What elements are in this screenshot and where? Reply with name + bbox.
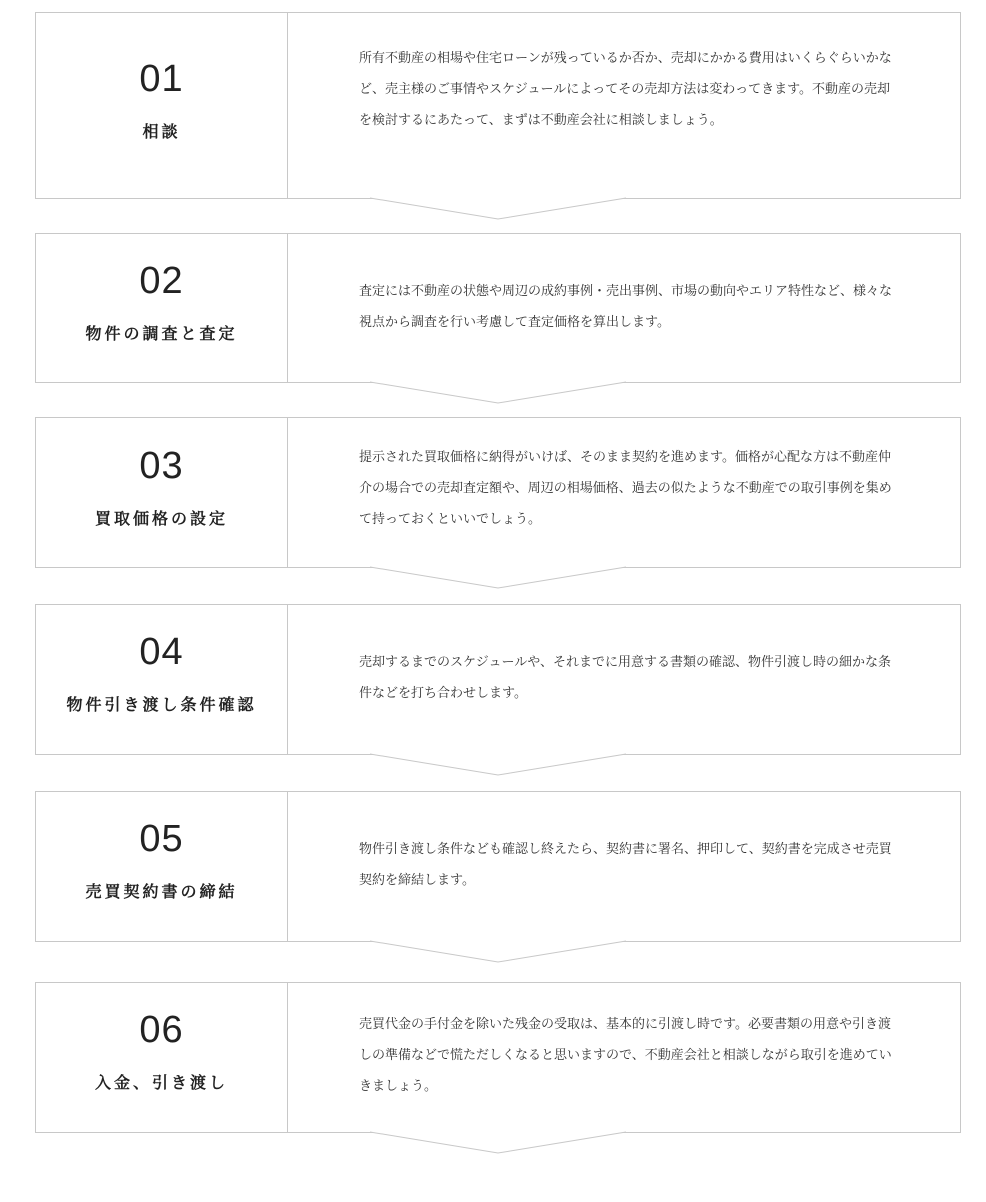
step-number: 05 (139, 818, 184, 860)
step-box (35, 604, 961, 755)
step-number: 01 (139, 58, 184, 100)
step-title: 相談 (142, 122, 181, 141)
step-number: 04 (139, 631, 184, 673)
step-header (36, 234, 288, 382)
step-description: 査定には不動産の状態や周辺の成約事例・売出事例、市場の動向やエリア特性など、様々な視点から調査を行い考慮して査定価格を算出します。 (359, 284, 893, 330)
step-box (35, 12, 961, 199)
step-description: 所有不動産の相場や住宅ローンが残っているか否か、売却にかかる費用はいくらぐらいかなど、売主様のご事情やスケジュールによってその売却方法は変わってきます。不動産の売却を検討するにあたって、まずは不動産会社に相談しましょう。 (359, 51, 892, 128)
step-box (35, 233, 961, 383)
step-header (36, 983, 288, 1132)
step-box (35, 791, 961, 942)
down-arrow-icon (35, 941, 961, 965)
step-header (36, 792, 288, 941)
step-number: 02 (139, 260, 184, 302)
step-box (35, 417, 961, 568)
down-arrow-icon (35, 567, 961, 591)
step-title: 買取価格の設定 (94, 509, 228, 528)
step-number: 03 (139, 445, 184, 487)
step-box (35, 982, 961, 1133)
step-title: 売買契約書の締結 (85, 882, 238, 901)
down-arrow-icon (35, 1132, 961, 1156)
step-title: 物件引き渡し条件確認 (66, 695, 257, 714)
step-title: 入金、引き渡し (94, 1073, 228, 1092)
step-header (36, 13, 288, 198)
step-description: 売買代金の手付金を除いた残金の受取は、基本的に引渡し時です。必要書類の用意や引き渡しの準備などで慌ただしくなると思いますので、不動産会社と相談しながら取引を進めていきましょう。 (359, 1017, 892, 1094)
step-description: 物件引き渡し条件なども確認し終えたら、契約書に署名、押印して、契約書を完成させ売買契約を締結します。 (359, 842, 892, 888)
down-arrow-icon (35, 198, 961, 222)
down-arrow-icon (35, 382, 961, 406)
step-description: 売却するまでのスケジュールや、それまでに用意する書類の確認、物件引渡し時の細かな条件などを打ち合わせします。 (359, 655, 891, 701)
down-arrow-icon (35, 754, 961, 778)
step-header (36, 418, 288, 567)
step-header (36, 605, 288, 754)
step-number: 06 (139, 1009, 184, 1051)
step-title: 物件の調査と査定 (85, 324, 238, 343)
step-description: 提示された買取価格に納得がいけば、そのまま契約を進めます。価格が心配な方は不動産仲介の場合での売却査定額や、周辺の相場価格、過去の似たような不動産での取引事例を集めて持っておくといいでしょう。 (359, 450, 892, 527)
